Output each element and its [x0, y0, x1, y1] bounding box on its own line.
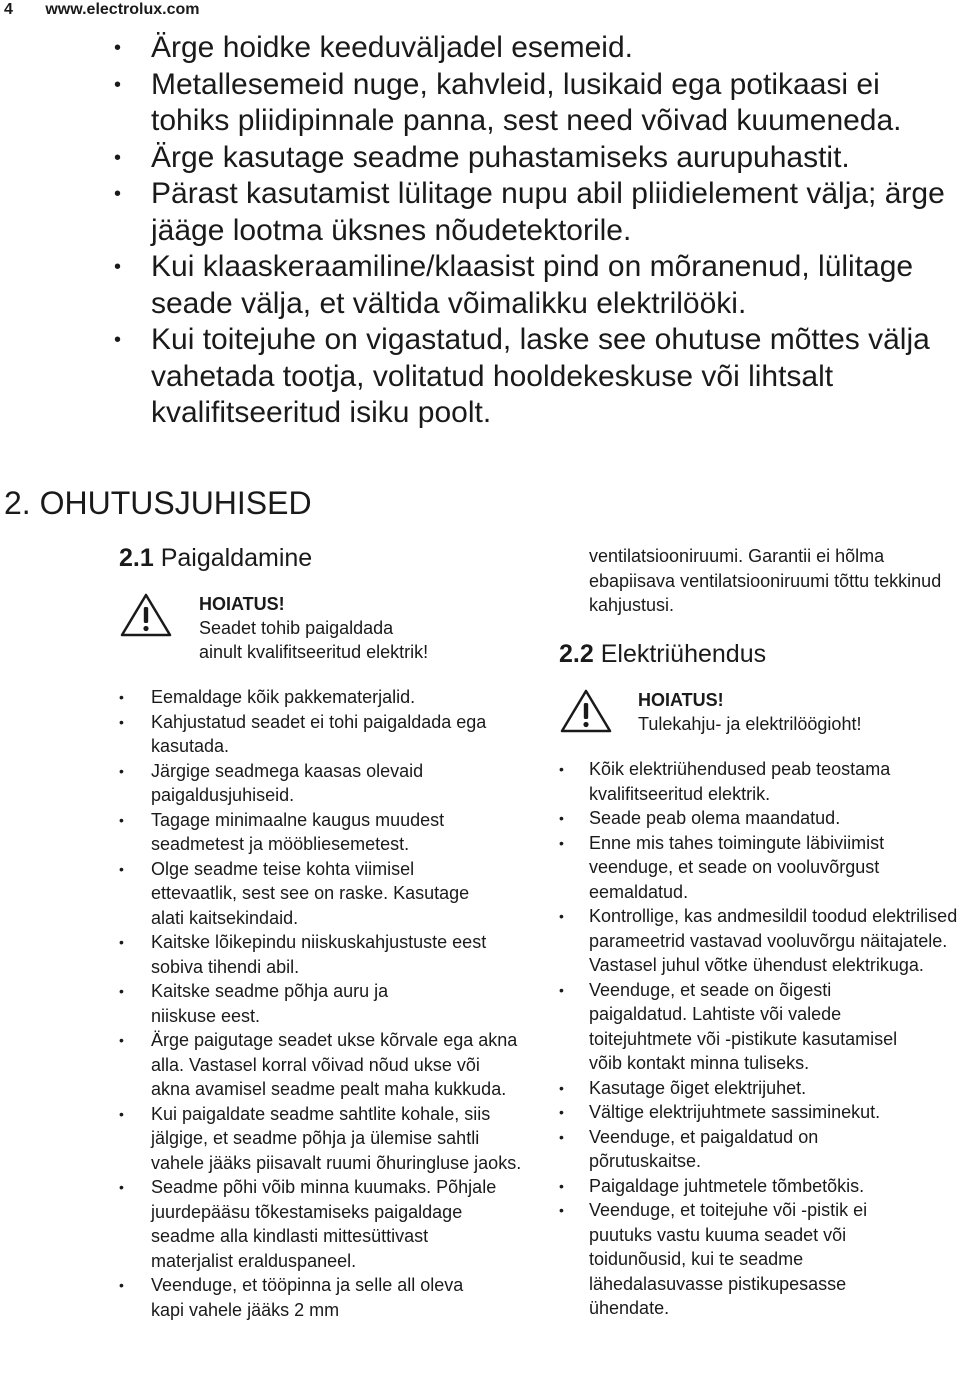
list-item: • Kui toitejuhe on vigastatud, laske see ohutuse mõttes välja vahetada tootja, volitatud hooldekeskuse või lihtsalt kvalifitseeritud isiku poolt.: [151, 322, 957, 432]
list-item: • Eemaldage kõik pakkematerjalid.: [151, 685, 551, 710]
list-item: • Kontrollige, kas andmesildil toodud elektrilised parameetrid vastavad vooluvõrgu näitajatele. Vastasel juhul võtke ühendust elektrikuga.: [589, 904, 960, 978]
list-item: • Kui paigaldate seadme sahtlite kohale, siis jälgige, et seadme põhja ja ülemise sahtli vahele jääks piisavalt ruumi õhuringluse jaoks.: [151, 1102, 531, 1176]
website-url: www.electrolux.com: [45, 1, 200, 18]
page-number: 4: [4, 1, 13, 18]
list-item: • Pärast kasutamist lülitage nupu abil pliidielement välja; ärge jääge lootma üksnes nõudetektorile.: [151, 176, 957, 249]
list-item: • Kaitske lõikepindu niiskuskahjustuste eest sobiva tihendi abil.: [151, 930, 521, 979]
subsection-title-installation: [119, 543, 312, 573]
top-safety-list: [151, 30, 957, 432]
subsection-number: 2.1: [119, 544, 154, 572]
warning-heading: HOIATUS!: [638, 690, 724, 710]
list-item: • Kui klaaskeraamiline/klaasist pind on mõranenud, lülitage seade välja, et vältida võimalikku elektrilööki.: [151, 249, 957, 322]
warning-text: ainult kvalifitseeritud elektrik!: [199, 642, 429, 662]
warning-text: Tulekahju- ja elektrilöögioht!: [638, 714, 862, 734]
warning-heading: HOIATUS!: [199, 594, 285, 614]
section-title: 2. OHUTUSJUHISED: [4, 485, 312, 521]
list-item: • Veenduge, et seade on õigesti paigaldatud. Lahtiste või valede toitejuhtmete või -pistikute kasutamisel võib kontakt minna tuliseks.: [589, 978, 907, 1076]
continued-paragraph: ventilatsiooniruumi. Garantii ei hõlma ebapiisava ventilatsiooniruumi tõttu tekkinud kahjustusi.: [589, 546, 942, 615]
warning-triangle-icon: [559, 688, 613, 734]
list-item: • Ärge kasutage seadme puhastamiseks aurupuhastit.: [151, 140, 957, 177]
list-item: • Seade peab olema maandatud.: [589, 806, 959, 831]
list-item: • Enne mis tahes toimingute läbiviimist veenduge, et seade on vooluvõrgust eemaldatud.: [589, 831, 934, 905]
list-item: • Seadme põhi võib minna kuumaks. Põhjale juurdepääsu tõkestamiseks paigaldage seadme alla kindlasti mittesüttivast materjalist eralduspaneel.: [151, 1175, 501, 1273]
warning-box-installation: [119, 592, 519, 672]
installation-list: [151, 685, 551, 1322]
list-item: • Kahjustatud seadet ei tohi paigaldada ega kasutada.: [151, 710, 521, 759]
list-item: • Veenduge, et paigaldatud on põrutuskaitse.: [589, 1125, 889, 1174]
page-header: [4, 0, 199, 20]
subsection-label: Paigaldamine: [160, 544, 313, 572]
list-item: • Ärge paigutage seadet ukse kõrvale ega akna alla. Vastasel korral võivad nõud ukse või akna avamisel seadme pealt maha kukkuda.: [151, 1028, 523, 1102]
list-item: • Järgige seadmega kaasas olevaid paigaldusjuhiseid.: [151, 759, 511, 808]
list-item: • Tagage minimaalne kaugus muudest seadmetest ja mööbliesemetest.: [151, 808, 521, 857]
subsection-title-electrical: [559, 639, 766, 669]
electrical-list: [589, 757, 959, 1321]
list-item: • Kõik elektriühendused peab teostama kvalifitseeritud elektrik.: [589, 757, 959, 806]
list-item: • Veenduge, et tööpinna ja selle all oleva kapi vahele jääks 2 mm: [151, 1273, 481, 1322]
list-item: • Ärge hoidke keeduväljadel esemeid.: [151, 30, 957, 67]
list-item: • Kaitske seadme põhja auru ja niiskuse eest.: [151, 979, 451, 1028]
subsection-label: Elektriühendus: [600, 640, 767, 668]
list-item: • Kasutage õiget elektrijuhet.: [589, 1076, 959, 1101]
warning-triangle-icon: [119, 592, 173, 638]
list-item: • Paigaldage juhtmetele tõmbetõkis.: [589, 1174, 959, 1199]
warning-text: Seadet tohib paigaldada: [199, 618, 394, 638]
warning-box-electrical: [559, 688, 959, 748]
list-item: • Vältige elektrijuhtmete sassiminekut.: [589, 1100, 959, 1125]
list-item: • Metallesemeid nuge, kahvleid, lusikaid ega potikaasi ei tohiks pliidipinnale panna, sest need võivad kuumeneda.: [151, 67, 957, 140]
list-item: • Veenduge, et toitejuhe või -pistik ei puutuks vastu kuuma seadet või toidunõusid, kui te seadme lähedalasuvasse pistikupesasse ühendate.: [589, 1198, 919, 1321]
list-item: • Olge seadme teise kohta viimisel ettevaatlik, sest see on raske. Kasutage alati kaitsekindaid.: [151, 857, 481, 931]
subsection-number: 2.2: [559, 640, 594, 668]
